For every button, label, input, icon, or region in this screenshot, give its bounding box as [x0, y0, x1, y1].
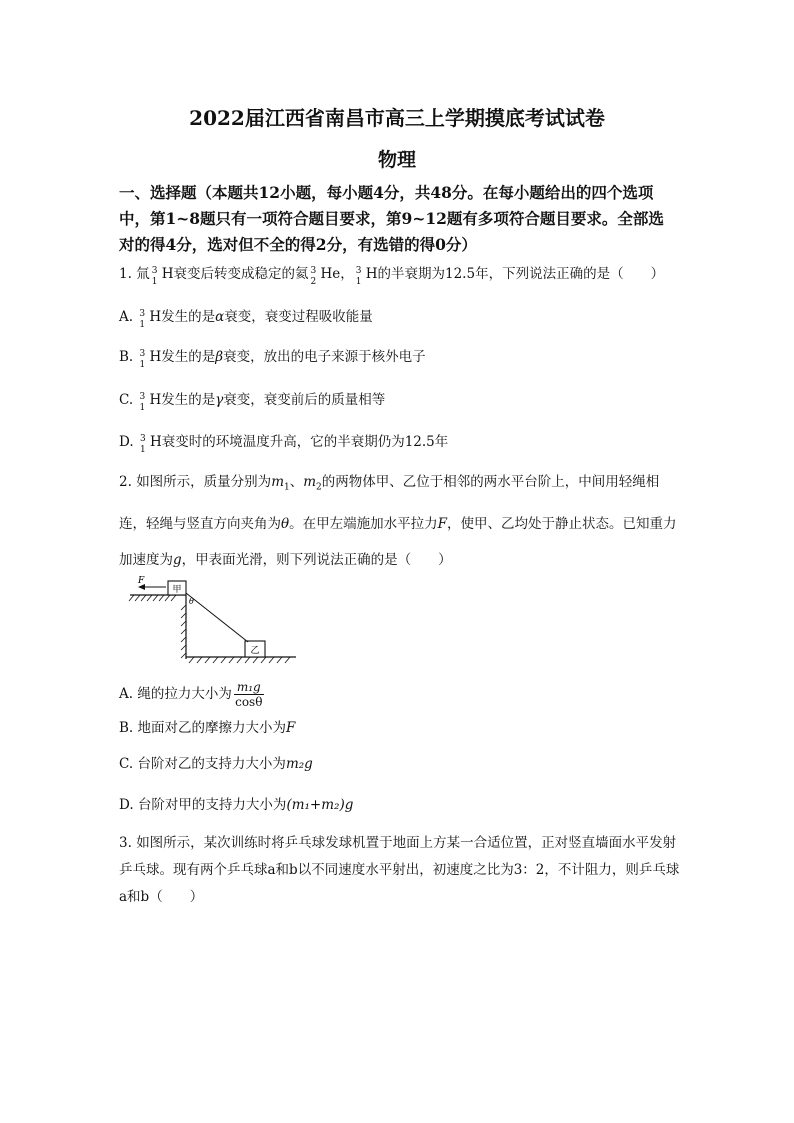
lower-step-hatching	[189, 657, 290, 663]
exam-title: 2022届江西省南昌市高三上学期摸底考试试卷	[189, 106, 605, 130]
q2-option-c: C. 台阶对乙的支持力大小为m₂g	[119, 756, 313, 772]
q1-option-d: D. 3 1 H衰变时的环境温度升高，它的半衰期仍为12.5年	[119, 431, 448, 452]
nuclide-h3: 3 1	[151, 266, 158, 287]
block-jia-label: 甲	[172, 585, 182, 595]
q2-option-a: A. 绳的拉力大小为 $\frac{\text{m₁g}}{\cos\theta}$	[119, 680, 263, 709]
q2-option-b: B. 地面对乙的摩擦力大小为F	[119, 720, 296, 736]
wall-hatching	[181, 605, 186, 658]
question-3-stem: 3. 如图所示，某次训练时将乒乓球发球机置于地面上方某一合适位置，正对竖直墙面水平发射乒乓球。现有两个乒乓球a和b以不同速度水平射出，初速度之比为3：2，不计阻力，则乒乓球a和b（ ）	[119, 835, 680, 905]
section-heading: 一、选择题（本题共12小题，每小题4分，共48分。在每小题给出的四个选项中，第1~8题只有一项符合题目要求，第9~12题有多项符合题目要求。全部选对的得4分，选对但不全的得2分，有选错的得0分）	[119, 183, 664, 254]
nuclide-h3: 3 1	[139, 349, 146, 370]
q1-option-a: A. 3 1 H发生的是α衰变，衰变过程吸收能量	[119, 306, 373, 327]
upper-step-hatching	[129, 595, 176, 601]
angle-theta-label: θ	[189, 597, 194, 606]
q1-option-b: B. 3 1 H发生的是β衰变，放出的电子来源于核外电子	[119, 346, 426, 367]
nuclide-h3: 3 1	[355, 266, 362, 287]
nuclide-he3: 3 2	[310, 266, 317, 287]
rope	[186, 593, 248, 642]
question-1-stem: 1. 氚 3 1 H衰变后转变成稳定的氦 3 2 He， 3 1 H的半衰期为12.5年，下列说法正确的是（ ）	[119, 263, 664, 284]
force-label: F	[138, 576, 145, 586]
question-number: 3.	[119, 835, 132, 851]
question-number: 2.	[119, 474, 132, 490]
nuclide-h3: 3 1	[139, 309, 146, 330]
subject-heading: 物理	[377, 149, 416, 171]
nuclide-h3: 3 1	[139, 392, 146, 413]
fraction: $\frac{\text{m₁g}}{\cos\theta}$	[235, 680, 263, 709]
nuclide-h3: 3 1	[139, 434, 146, 455]
question-2-stem: 2. 如图所示，质量分别为$m_1$、$m_2$的两物体甲、乙位于相邻的两水平台阶上，中间用轻绳相连，轻绳与竖直方向夹角为θ。在甲左端施加水平拉力F，使甲、乙均处于静止状态。已知重力加速度为g，甲表面光滑，则下列说法正确的是（ ）	[119, 474, 677, 568]
q1-option-c: C. 3 1 H发生的是γ衰变，衰变前后的质量相等	[119, 389, 385, 410]
q2-option-d: D. 台阶对甲的支持力大小为(m₁+m₂)g	[119, 797, 354, 813]
step-rope-figure	[128, 575, 298, 665]
block-yi-label: 乙	[250, 646, 260, 656]
question-number: 1.	[119, 266, 132, 282]
